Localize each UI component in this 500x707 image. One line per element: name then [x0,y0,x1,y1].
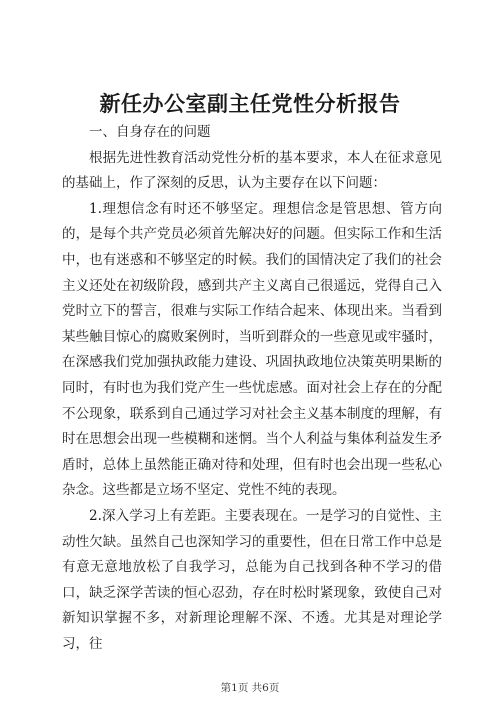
section-heading: 一、自身存在的问题 [89,124,211,140]
document-body [62,120,442,657]
paragraph-item-2: 2.深入学习上有差距。主要表现在。一是学习的自觉性、主动性欠缺。虽然自己也深知学习的重要性，但在日常工作中总是有意无意地放松了自我学习，总能为自己找到各种不学习的借口，缺乏深学苦读的恒心忍劲，存在时松时紧现象，致使自己对新知识掌握不多，对新理论理解不深、不透。尤其是对理论学习，往 [62,507,442,652]
page-footer: 第1页 共6页 [220,682,280,694]
paragraph-intro: 根据先进性教育活动党性分析的基本要求，本人在征求意见的基础上，作了深刻的反思，认为主要存在以下问题： [62,149,442,192]
document-title: 新任办公室副主任党性分析报告 [99,91,401,116]
paragraph-item-1: 1.理想信念有时还不够坚定。理想信念是管思想、管方向的，是每个共产党员必须首先解决好的问题。但实际工作和生活中，也有迷惑和不够坚定的时候。我们的国情决定了我们的社会主义还处在初级阶段，感到共产主义离自己很遥远，党得自己入党时立下的誓言，很难与实际工作结合起来、体现出来。当看到某些触目惊心的腐败案例时，当听到群众的一些意见或牢骚时，在深感我们党加强执政能力建设、巩固执政地位决策英明果断的同时，有时也为我们党产生一些忧虑感。面对社会上存在的分配不公现象，联系到自己通过学习对社会主义基本制度的理解，有时在思想会出现一些模糊和迷惘。当个人利益与集体利益发生矛盾时，总体上虽然能正确对待和处理，但有时也会出现一些私心杂念。这些都是立场不坚定、党性不纯的表现。 [62,200,442,499]
